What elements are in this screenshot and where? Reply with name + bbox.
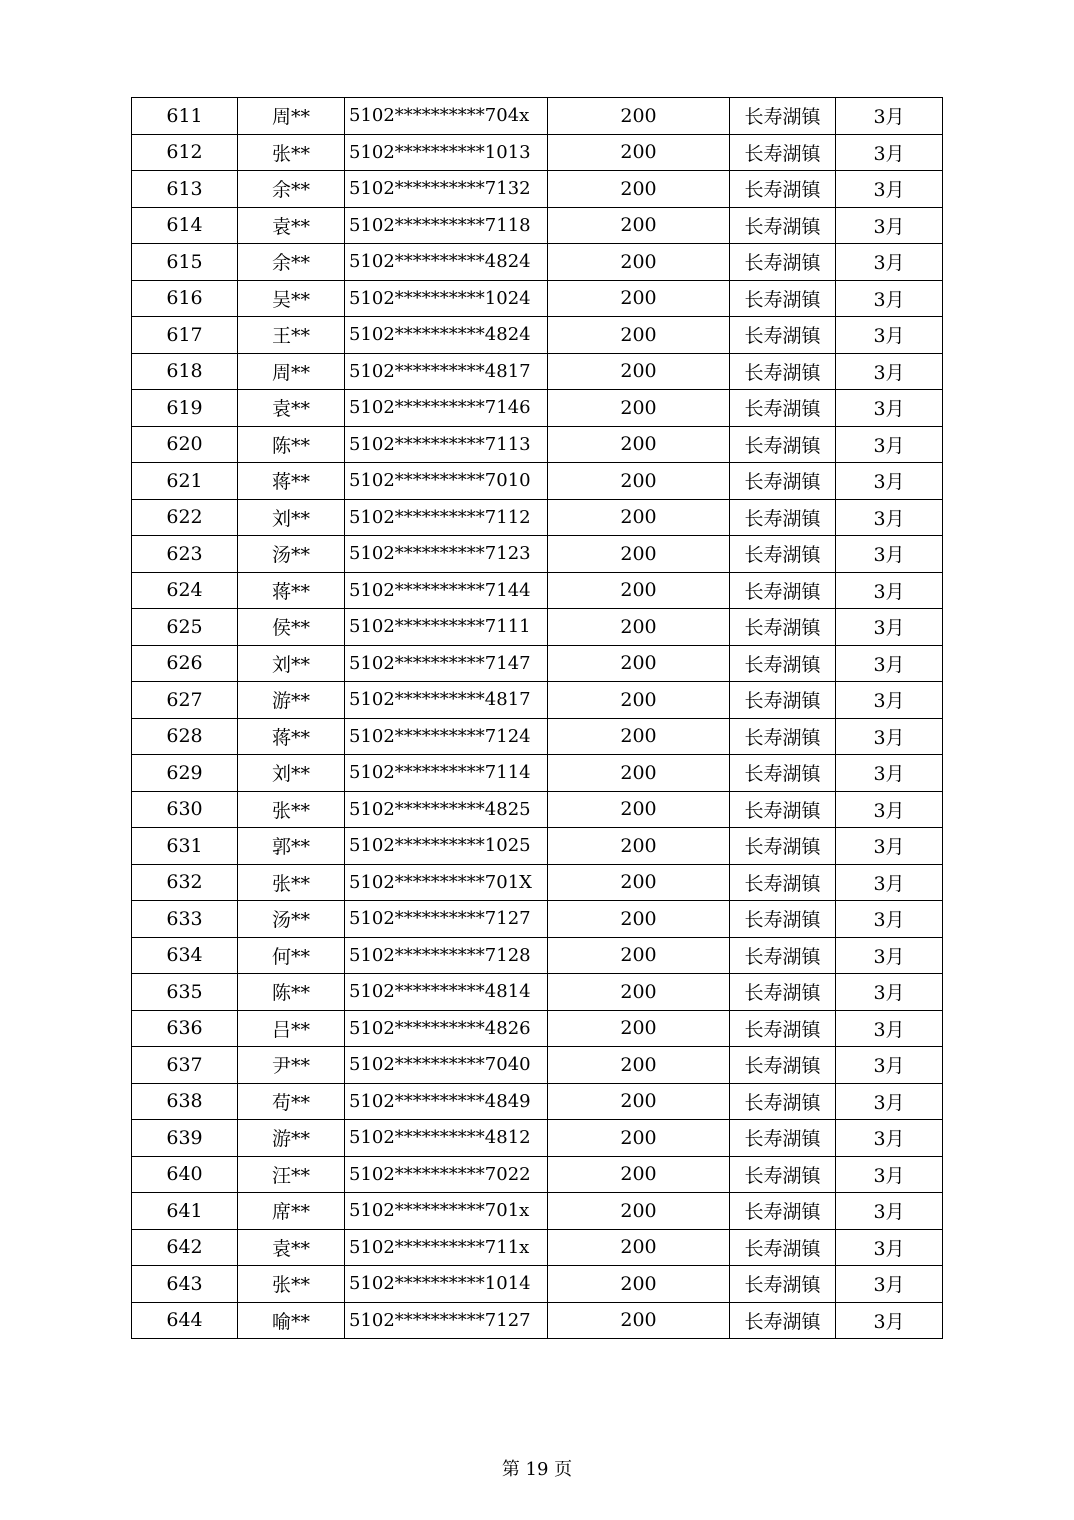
row-number-cell: 618 (132, 353, 238, 390)
town-cell: 长寿湖镇 (730, 1302, 836, 1339)
amount-cell: 200 (548, 828, 730, 865)
name-cell: 何** (238, 937, 345, 974)
month-cell: 3月 (836, 572, 943, 609)
id-number-cell: 5102**********701x (345, 1193, 548, 1230)
town-cell: 长寿湖镇 (730, 791, 836, 828)
id-number-cell: 5102**********7114 (345, 755, 548, 792)
id-number-cell: 5102**********7124 (345, 718, 548, 755)
month-cell: 3月 (836, 1156, 943, 1193)
table-row (132, 1083, 943, 1120)
row-number-cell: 613 (132, 171, 238, 208)
month-cell: 3月 (836, 1010, 943, 1047)
table-row (132, 937, 943, 974)
month-cell: 3月 (836, 1266, 943, 1303)
id-number-cell: 5102**********7022 (345, 1156, 548, 1193)
amount-cell: 200 (548, 280, 730, 317)
row-number-cell: 631 (132, 828, 238, 865)
row-number-cell: 616 (132, 280, 238, 317)
month-cell: 3月 (836, 901, 943, 938)
table-row (132, 791, 943, 828)
name-cell: 侯** (238, 609, 345, 646)
amount-cell: 200 (548, 572, 730, 609)
amount-cell: 200 (548, 901, 730, 938)
town-cell: 长寿湖镇 (730, 864, 836, 901)
amount-cell: 200 (548, 1010, 730, 1047)
name-cell: 游** (238, 682, 345, 719)
town-cell: 长寿湖镇 (730, 353, 836, 390)
month-cell: 3月 (836, 98, 943, 135)
amount-cell: 200 (548, 244, 730, 281)
month-cell: 3月 (836, 1229, 943, 1266)
id-number-cell: 5102**********4824 (345, 317, 548, 354)
row-number-cell: 617 (132, 317, 238, 354)
town-cell: 长寿湖镇 (730, 755, 836, 792)
row-number-cell: 619 (132, 390, 238, 427)
town-cell: 长寿湖镇 (730, 1010, 836, 1047)
row-number-cell: 632 (132, 864, 238, 901)
amount-cell: 200 (548, 390, 730, 427)
town-cell: 长寿湖镇 (730, 171, 836, 208)
name-cell: 喻** (238, 1302, 345, 1339)
month-cell: 3月 (836, 1083, 943, 1120)
row-number-cell: 630 (132, 791, 238, 828)
amount-cell: 200 (548, 1083, 730, 1120)
row-number-cell: 642 (132, 1229, 238, 1266)
town-cell: 长寿湖镇 (730, 609, 836, 646)
town-cell: 长寿湖镇 (730, 1047, 836, 1084)
name-cell: 苟** (238, 1083, 345, 1120)
town-cell: 长寿湖镇 (730, 1120, 836, 1157)
town-cell: 长寿湖镇 (730, 901, 836, 938)
name-cell: 尹** (238, 1047, 345, 1084)
month-cell: 3月 (836, 536, 943, 573)
amount-cell: 200 (548, 1120, 730, 1157)
id-number-cell: 5102**********7123 (345, 536, 548, 573)
row-number-cell: 640 (132, 1156, 238, 1193)
town-cell: 长寿湖镇 (730, 536, 836, 573)
town-cell: 长寿湖镇 (730, 1156, 836, 1193)
month-cell: 3月 (836, 1120, 943, 1157)
name-cell: 刘** (238, 755, 345, 792)
town-cell: 长寿湖镇 (730, 1083, 836, 1120)
row-number-cell: 641 (132, 1193, 238, 1230)
table-row (132, 1229, 943, 1266)
month-cell: 3月 (836, 682, 943, 719)
id-number-cell: 5102**********7113 (345, 426, 548, 463)
name-cell: 吴** (238, 280, 345, 317)
id-number-cell: 5102**********7112 (345, 499, 548, 536)
amount-cell: 200 (548, 937, 730, 974)
name-cell: 袁** (238, 1229, 345, 1266)
name-cell: 刘** (238, 645, 345, 682)
amount-cell: 200 (548, 645, 730, 682)
town-cell: 长寿湖镇 (730, 1266, 836, 1303)
amount-cell: 200 (548, 317, 730, 354)
month-cell: 3月 (836, 755, 943, 792)
month-cell: 3月 (836, 718, 943, 755)
month-cell: 3月 (836, 645, 943, 682)
id-number-cell: 5102**********701X (345, 864, 548, 901)
row-number-cell: 611 (132, 98, 238, 135)
month-cell: 3月 (836, 937, 943, 974)
table-body (132, 98, 943, 1339)
month-cell: 3月 (836, 609, 943, 646)
table-row (132, 499, 943, 536)
table-row (132, 317, 943, 354)
town-cell: 长寿湖镇 (730, 98, 836, 135)
table-row (132, 1047, 943, 1084)
row-number-cell: 638 (132, 1083, 238, 1120)
name-cell: 陈** (238, 974, 345, 1011)
id-number-cell: 5102**********7128 (345, 937, 548, 974)
town-cell: 长寿湖镇 (730, 1229, 836, 1266)
row-number-cell: 620 (132, 426, 238, 463)
amount-cell: 200 (548, 353, 730, 390)
amount-cell: 200 (548, 791, 730, 828)
row-number-cell: 624 (132, 572, 238, 609)
id-number-cell: 5102**********7111 (345, 609, 548, 646)
town-cell: 长寿湖镇 (730, 207, 836, 244)
town-cell: 长寿湖镇 (730, 134, 836, 171)
amount-cell: 200 (548, 755, 730, 792)
page-number: 第 19 页 (501, 1459, 573, 1480)
month-cell: 3月 (836, 463, 943, 500)
row-number-cell: 623 (132, 536, 238, 573)
town-cell: 长寿湖镇 (730, 682, 836, 719)
row-number-cell: 612 (132, 134, 238, 171)
row-number-cell: 643 (132, 1266, 238, 1303)
row-number-cell: 614 (132, 207, 238, 244)
row-number-cell: 621 (132, 463, 238, 500)
table-row (132, 1010, 943, 1047)
month-cell: 3月 (836, 1193, 943, 1230)
name-cell: 张** (238, 791, 345, 828)
amount-cell: 200 (548, 98, 730, 135)
id-number-cell: 5102**********7144 (345, 572, 548, 609)
amount-cell: 200 (548, 463, 730, 500)
amount-cell: 200 (548, 1193, 730, 1230)
month-cell: 3月 (836, 499, 943, 536)
town-cell: 长寿湖镇 (730, 572, 836, 609)
id-number-cell: 5102**********7146 (345, 390, 548, 427)
row-number-cell: 626 (132, 645, 238, 682)
row-number-cell: 629 (132, 755, 238, 792)
id-number-cell: 5102**********1013 (345, 134, 548, 171)
row-number-cell: 644 (132, 1302, 238, 1339)
row-number-cell: 635 (132, 974, 238, 1011)
table-row (132, 426, 943, 463)
amount-cell: 200 (548, 134, 730, 171)
town-cell: 长寿湖镇 (730, 718, 836, 755)
id-number-cell: 5102**********7010 (345, 463, 548, 500)
month-cell: 3月 (836, 791, 943, 828)
table-row (132, 609, 943, 646)
amount-cell: 200 (548, 682, 730, 719)
name-cell: 蒋** (238, 572, 345, 609)
amount-cell: 200 (548, 1047, 730, 1084)
id-number-cell: 5102**********7118 (345, 207, 548, 244)
town-cell: 长寿湖镇 (730, 645, 836, 682)
table-row (132, 134, 943, 171)
name-cell: 余** (238, 244, 345, 281)
table-row (132, 280, 943, 317)
name-cell: 周** (238, 98, 345, 135)
month-cell: 3月 (836, 864, 943, 901)
month-cell: 3月 (836, 1047, 943, 1084)
amount-cell: 200 (548, 1229, 730, 1266)
id-number-cell: 5102**********1014 (345, 1266, 548, 1303)
table-row (132, 390, 943, 427)
row-number-cell: 627 (132, 682, 238, 719)
month-cell: 3月 (836, 1302, 943, 1339)
table-row (132, 901, 943, 938)
name-cell: 席** (238, 1193, 345, 1230)
month-cell: 3月 (836, 280, 943, 317)
table-row (132, 682, 943, 719)
amount-cell: 200 (548, 718, 730, 755)
table-row (132, 572, 943, 609)
row-number-cell: 625 (132, 609, 238, 646)
name-cell: 汪** (238, 1156, 345, 1193)
row-number-cell: 637 (132, 1047, 238, 1084)
town-cell: 长寿湖镇 (730, 280, 836, 317)
id-number-cell: 5102**********4817 (345, 682, 548, 719)
table-row (132, 718, 943, 755)
id-number-cell: 5102**********1025 (345, 828, 548, 865)
amount-cell: 200 (548, 974, 730, 1011)
table-row (132, 1266, 943, 1303)
table-row (132, 1193, 943, 1230)
row-number-cell: 634 (132, 937, 238, 974)
name-cell: 张** (238, 1266, 345, 1303)
name-cell: 蒋** (238, 463, 345, 500)
name-cell: 张** (238, 864, 345, 901)
month-cell: 3月 (836, 426, 943, 463)
amount-cell: 200 (548, 426, 730, 463)
month-cell: 3月 (836, 353, 943, 390)
name-cell: 游** (238, 1120, 345, 1157)
table-row (132, 207, 943, 244)
id-number-cell: 5102**********4817 (345, 353, 548, 390)
table-row (132, 1302, 943, 1339)
amount-cell: 200 (548, 207, 730, 244)
town-cell: 长寿湖镇 (730, 1193, 836, 1230)
town-cell: 长寿湖镇 (730, 244, 836, 281)
table-row (132, 974, 943, 1011)
id-number-cell: 5102**********4826 (345, 1010, 548, 1047)
month-cell: 3月 (836, 207, 943, 244)
month-cell: 3月 (836, 317, 943, 354)
name-cell: 袁** (238, 207, 345, 244)
table-row (132, 171, 943, 208)
table-row (132, 755, 943, 792)
id-number-cell: 5102**********4824 (345, 244, 548, 281)
id-number-cell: 5102**********7132 (345, 171, 548, 208)
name-cell: 袁** (238, 390, 345, 427)
table-row (132, 1156, 943, 1193)
id-number-cell: 5102**********7040 (345, 1047, 548, 1084)
id-number-cell: 5102**********704x (345, 98, 548, 135)
month-cell: 3月 (836, 390, 943, 427)
table-row (132, 864, 943, 901)
table-row (132, 463, 943, 500)
row-number-cell: 628 (132, 718, 238, 755)
name-cell: 蒋** (238, 718, 345, 755)
table-row (132, 244, 943, 281)
row-number-cell: 615 (132, 244, 238, 281)
town-cell: 长寿湖镇 (730, 463, 836, 500)
id-number-cell: 5102**********1024 (345, 280, 548, 317)
id-number-cell: 5102**********4812 (345, 1120, 548, 1157)
amount-cell: 200 (548, 536, 730, 573)
town-cell: 长寿湖镇 (730, 974, 836, 1011)
row-number-cell: 622 (132, 499, 238, 536)
name-cell: 吕** (238, 1010, 345, 1047)
table-row (132, 536, 943, 573)
month-cell: 3月 (836, 244, 943, 281)
town-cell: 长寿湖镇 (730, 828, 836, 865)
name-cell: 郭** (238, 828, 345, 865)
month-cell: 3月 (836, 828, 943, 865)
table-row (132, 1120, 943, 1157)
town-cell: 长寿湖镇 (730, 390, 836, 427)
id-number-cell: 5102**********4825 (345, 791, 548, 828)
name-cell: 张** (238, 134, 345, 171)
name-cell: 汤** (238, 901, 345, 938)
amount-cell: 200 (548, 499, 730, 536)
table-row (132, 353, 943, 390)
id-number-cell: 5102**********7127 (345, 1302, 548, 1339)
table-row (132, 98, 943, 135)
town-cell: 长寿湖镇 (730, 937, 836, 974)
id-number-cell: 5102**********711x (345, 1229, 548, 1266)
amount-cell: 200 (548, 1156, 730, 1193)
amount-cell: 200 (548, 171, 730, 208)
month-cell: 3月 (836, 171, 943, 208)
row-number-cell: 636 (132, 1010, 238, 1047)
name-cell: 周** (238, 353, 345, 390)
amount-cell: 200 (548, 1266, 730, 1303)
row-number-cell: 633 (132, 901, 238, 938)
data-table (131, 97, 943, 1339)
name-cell: 王** (238, 317, 345, 354)
town-cell: 长寿湖镇 (730, 499, 836, 536)
amount-cell: 200 (548, 1302, 730, 1339)
amount-cell: 200 (548, 864, 730, 901)
table-row (132, 828, 943, 865)
table-row (132, 645, 943, 682)
amount-cell: 200 (548, 609, 730, 646)
name-cell: 刘** (238, 499, 345, 536)
name-cell: 余** (238, 171, 345, 208)
town-cell: 长寿湖镇 (730, 317, 836, 354)
name-cell: 汤** (238, 536, 345, 573)
id-number-cell: 5102**********4849 (345, 1083, 548, 1120)
id-number-cell: 5102**********7127 (345, 901, 548, 938)
row-number-cell: 639 (132, 1120, 238, 1157)
id-number-cell: 5102**********7147 (345, 645, 548, 682)
name-cell: 陈** (238, 426, 345, 463)
town-cell: 长寿湖镇 (730, 426, 836, 463)
month-cell: 3月 (836, 134, 943, 171)
id-number-cell: 5102**********4814 (345, 974, 548, 1011)
month-cell: 3月 (836, 974, 943, 1011)
